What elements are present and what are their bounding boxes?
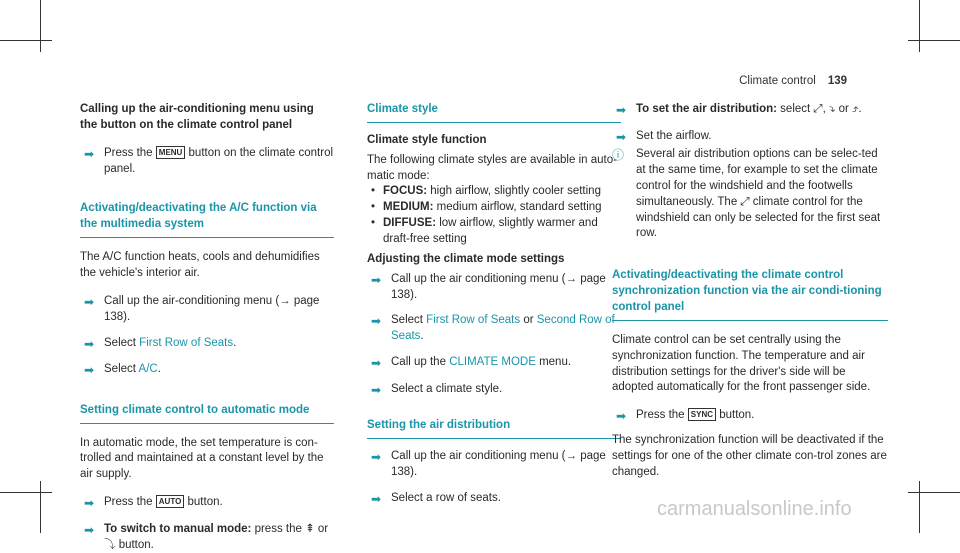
arrow-icon: ➡ [616,129,627,144]
sync-key-icon: SYNC [688,408,716,421]
heading-auto: Setting climate control to automatic mode [80,403,334,424]
page-header [739,74,847,90]
step: ➡ Call up the air conditioning menu (→ page 138). [367,272,621,304]
heading-climate-style: Climate style [367,102,621,123]
crop-mark [908,492,960,493]
step: ➡ Select First Row of Seats. [80,336,334,353]
heading-air-distribution: Setting the air distribution [367,418,621,439]
style-list [367,184,621,247]
crop-mark [40,481,41,533]
section-title: Climate control [739,75,816,87]
arrow-icon: ➡ [84,363,95,378]
step: ➡ Set the airflow. [612,129,888,146]
step: ➡ Call up the air-conditioning menu (→ page 138). [80,294,334,326]
arrow-icon: ➡ [371,356,382,371]
column-3 [612,102,888,480]
arrow-icon: ➡ [371,382,382,397]
crop-mark [40,0,41,52]
step: ➡ To set the air distribution: select ⤢, ⤵ or ⤴. [612,102,888,119]
menu-key-icon: MENU [156,146,186,159]
ui-label: Second Row of Seats [391,314,615,343]
step: ➡ Select A/C. [80,362,334,379]
step: ➡ Call up the air conditioning menu (→ page 138). [367,449,621,481]
ui-label: CLIMATE MODE [449,356,536,369]
heading-call-menu: Calling up the air-conditioning menu using the button on the climate control panel [80,103,314,131]
arrow-icon: ➡ [371,272,382,287]
heading-sync: Activating/deactivating the climate control synchronization function via the air condi-tioning control panel [612,268,888,321]
arrow-icon: ➡ [84,336,95,351]
arrow-icon: ➡ [371,450,382,465]
auto-key-icon: AUTO [156,495,185,508]
watermark: carmanualsonline.info [657,498,852,520]
step: ➡ Press the MENU button on the climate control panel. [80,146,334,178]
step: ➡ Press the SYNC button. [612,408,888,425]
crop-mark [0,492,52,493]
ui-label: First Row of Seats [426,314,521,327]
arrow-icon: ➡ [371,491,382,506]
info-note: ⓘ Several air distribution options can be selec-ted at the same time, for example to set the climate control for the windshield and the footwells simultaneously. The ⤢ climate control for the windshield can only be selected for the first seat row. [612,147,888,242]
list-item: • DIFFUSE: low airflow, slightly warmer and draft-free setting [367,216,621,248]
paragraph: The following climate styles are available in auto-matic mode: [367,153,617,182]
arrow-icon: ➡ [84,496,95,511]
list-item: • MEDIUM: medium airflow, standard setting [367,200,621,216]
heading-ac: Activating/deactivating the A/C function via the multimedia system [80,201,334,238]
arrow-icon: ➡ [84,522,95,537]
paragraph: Climate control can be set centrally using the synchronization function. The temperature and air distribution settings for the driver's side will be adopted automatically for the front passenger side. [612,333,871,394]
step: ➡ Press the AUTO button. [80,495,334,512]
info-icon: ⓘ [612,148,625,163]
arrow-icon: ➡ [616,409,627,424]
paragraph: The synchronization function will be deactivated if the settings for one of the other climate con-trol zones are changed. [612,433,887,478]
subheading: Climate style function [367,133,487,146]
arrow-icon: ➡ [84,294,95,309]
page-number: 139 [827,75,847,87]
paragraph: In automatic mode, the set temperature is con-trolled and maintained at a constant level by the air supply. [80,436,324,481]
crop-mark [908,40,960,41]
crop-mark [919,0,920,52]
step: ➡ Select a climate style. [367,382,621,399]
ui-label: A/C [138,363,158,376]
column-2 [367,102,621,507]
arrow-icon: ➡ [371,314,382,329]
arrow-icon: ➡ [84,146,95,161]
paragraph: The A/C function heats, cools and dehumidifies the vehicle's interior air. [80,251,320,280]
step: ➡ To switch to manual mode: press the ⇞ or ⤵ button. [80,522,334,553]
step: ➡ Call up the CLIMATE MODE menu. [367,355,621,372]
step: ➡ Select First Row of Seats or Second Row of Seats. [367,313,621,345]
list-item: • FOCUS: high airflow, slightly cooler setting [367,184,621,200]
ui-label: First Row of Seats [139,336,234,349]
column-1 [80,102,334,553]
step: ➡ Select a row of seats. [367,491,621,508]
arrow-icon: ➡ [616,103,627,117]
crop-mark [0,40,52,41]
subheading: Adjusting the climate mode settings [367,252,565,265]
crop-mark [919,481,920,533]
